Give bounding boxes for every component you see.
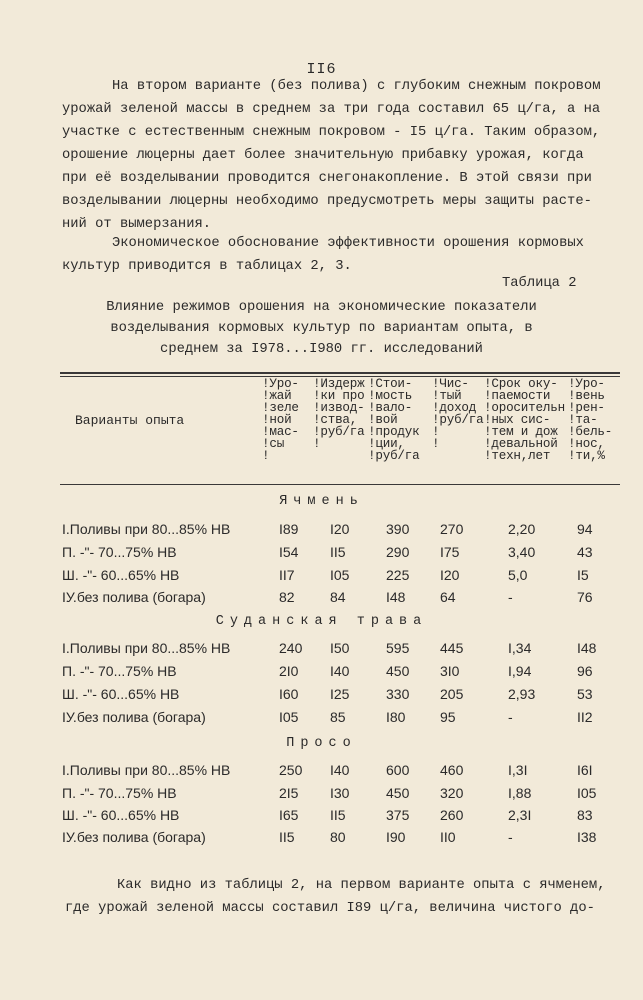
cell-variant: П. -"- 70...75% НВ xyxy=(62,785,177,801)
cell-cost: I25 xyxy=(330,686,350,702)
text-line: где урожай зеленой массы составил I89 ц/га, величина чистого до- xyxy=(65,901,595,916)
text-line: возделывании люцерны необходимо предусмотреть меры защиты расте- xyxy=(62,194,592,209)
section-title-barley: Ячмень xyxy=(279,494,364,509)
cell-profit: I6I xyxy=(577,762,593,778)
table-row xyxy=(0,567,643,585)
cell-net: 445 xyxy=(440,640,464,656)
cell-profit: I48 xyxy=(577,640,597,656)
cell-net: 270 xyxy=(440,521,464,537)
cell-yield: I05 xyxy=(279,709,299,725)
table-number: Таблица 2 xyxy=(502,276,577,291)
cell-variant: I.Поливы при 80...85% НВ xyxy=(62,640,231,656)
table-row xyxy=(0,762,643,780)
cell-gross: 390 xyxy=(386,521,410,537)
cell-payback: 2,93 xyxy=(508,686,536,702)
cell-net: II0 xyxy=(440,829,456,845)
cell-gross: 450 xyxy=(386,663,410,679)
cell-net: 260 xyxy=(440,807,464,823)
header-net: !Чис- !тый !доход !руб/га ! ! xyxy=(432,377,484,451)
cell-net: 64 xyxy=(440,589,456,605)
table-row xyxy=(0,663,643,681)
cell-gross: 290 xyxy=(386,544,410,560)
cell-net: 3I0 xyxy=(440,663,460,679)
cell-yield: 2I0 xyxy=(279,663,299,679)
cell-payback: - xyxy=(508,709,513,725)
table-row xyxy=(0,709,643,727)
cell-profit: I38 xyxy=(577,829,597,845)
page-number: II6 xyxy=(306,61,337,78)
table-row xyxy=(0,807,643,825)
cell-gross: 225 xyxy=(386,567,410,583)
header-cost: !Издерж !ки про !извод- !ства, !руб/га ! xyxy=(313,377,365,451)
cell-profit: II2 xyxy=(577,709,593,725)
cell-yield: 250 xyxy=(279,762,303,778)
cell-payback: 2,20 xyxy=(508,521,536,537)
text-line: участке с естественным снежным покровом - I5 ц/га. Таким образом, xyxy=(62,125,601,140)
cell-yield: I89 xyxy=(279,521,299,537)
cell-net: 205 xyxy=(440,686,464,702)
cell-variant: П. -"- 70...75% НВ xyxy=(62,544,177,560)
cell-cost: II5 xyxy=(330,544,346,560)
cell-variant: Ш. -"- 60...65% НВ xyxy=(62,686,180,702)
cell-payback: - xyxy=(508,829,513,845)
cell-gross: 595 xyxy=(386,640,410,656)
table-caption-line: Влияние режимов орошения на экономические показатели xyxy=(106,300,537,315)
cell-net: 460 xyxy=(440,762,464,778)
cell-yield: 240 xyxy=(279,640,303,656)
text-line: Как видно из таблицы 2, на первом варианте опыта с ячменем, xyxy=(117,878,606,893)
header-profit: !Уро- !вень !рен- !та- !бель- !нос, !ти,% xyxy=(568,377,613,463)
table-top-rule xyxy=(60,372,620,374)
text-line: На втором варианте (без полива) с глубоким снежным покровом xyxy=(112,79,601,94)
table-row xyxy=(0,829,643,847)
text-line: урожай зеленой массы в среднем за три года составил 65 ц/га, а на xyxy=(62,102,601,117)
cell-yield: I54 xyxy=(279,544,299,560)
cell-payback: - xyxy=(508,589,513,605)
text-line: при её возделывании проводится снегонакопление. В этой связи при xyxy=(62,171,592,186)
cell-cost: I20 xyxy=(330,521,350,537)
cell-variant: IУ.без полива (богара) xyxy=(62,709,206,725)
header-gross: !Стои- !мость !вало- !вой !продук !ции, !руб/га xyxy=(368,377,420,463)
header-variants: Варианты опыта xyxy=(75,413,185,428)
table-row xyxy=(0,640,643,658)
header-yield: !Уро- !жай !зеле !ной !мас- !сы ! xyxy=(262,377,299,463)
cell-cost: 84 xyxy=(330,589,346,605)
cell-gross: 600 xyxy=(386,762,410,778)
cell-yield: II5 xyxy=(279,829,295,845)
cell-profit: 83 xyxy=(577,807,593,823)
cell-cost: 85 xyxy=(330,709,346,725)
cell-gross: I80 xyxy=(386,709,406,725)
cell-yield: I60 xyxy=(279,686,299,702)
cell-payback: I,34 xyxy=(508,640,532,656)
cell-net: 320 xyxy=(440,785,464,801)
cell-profit: 96 xyxy=(577,663,593,679)
section-title-millet: Просо xyxy=(286,736,357,751)
cell-gross: 330 xyxy=(386,686,410,702)
cell-net: I20 xyxy=(440,567,460,583)
cell-yield: I65 xyxy=(279,807,299,823)
table-row xyxy=(0,544,643,562)
cell-gross: 375 xyxy=(386,807,410,823)
table-row xyxy=(0,589,643,607)
text-line: культур приводится в таблицах 2, 3. xyxy=(62,259,352,274)
cell-profit: I05 xyxy=(577,785,597,801)
cell-payback: I,88 xyxy=(508,785,532,801)
cell-profit: I5 xyxy=(577,567,589,583)
cell-cost: I50 xyxy=(330,640,350,656)
cell-variant: Ш. -"- 60...65% НВ xyxy=(62,807,180,823)
cell-variant: IУ.без полива (богара) xyxy=(62,589,206,605)
cell-payback: 5,0 xyxy=(508,567,528,583)
table-header-rule xyxy=(60,484,620,485)
cell-variant: IУ.без полива (богара) xyxy=(62,829,206,845)
cell-variant: Ш. -"- 60...65% НВ xyxy=(62,567,180,583)
table-row xyxy=(0,785,643,803)
table-row xyxy=(0,521,643,539)
cell-net: 95 xyxy=(440,709,456,725)
cell-cost: 80 xyxy=(330,829,346,845)
cell-payback: I,94 xyxy=(508,663,532,679)
cell-cost: I30 xyxy=(330,785,350,801)
header-payback: !Срок оку- !паемости !оросительн !ных сис- !тем и дож !девальной !техн,лет xyxy=(484,377,565,463)
cell-yield: 82 xyxy=(279,589,295,605)
cell-gross: 450 xyxy=(386,785,410,801)
cell-payback: 3,40 xyxy=(508,544,536,560)
cell-gross: I48 xyxy=(386,589,406,605)
cell-payback: 2,3I xyxy=(508,807,532,823)
cell-cost: I05 xyxy=(330,567,350,583)
cell-profit: 76 xyxy=(577,589,593,605)
section-title-sudan-grass: Суданская трава xyxy=(215,614,428,629)
cell-net: I75 xyxy=(440,544,460,560)
table-caption-line: среднем за I978...I980 гг. исследований xyxy=(160,342,483,357)
cell-cost: I40 xyxy=(330,762,350,778)
cell-profit: 43 xyxy=(577,544,593,560)
text-line: ний от вымерзания. xyxy=(62,217,212,232)
cell-variant: П. -"- 70...75% НВ xyxy=(62,663,177,679)
cell-variant: I.Поливы при 80...85% НВ xyxy=(62,521,231,537)
cell-profit: 94 xyxy=(577,521,593,537)
cell-profit: 53 xyxy=(577,686,593,702)
cell-payback: I,3I xyxy=(508,762,528,778)
text-line: орошение люцерны дает более значительную прибавку урожая, когда xyxy=(62,148,584,163)
cell-cost: II5 xyxy=(330,807,346,823)
cell-yield: 2I5 xyxy=(279,785,299,801)
cell-gross: I90 xyxy=(386,829,406,845)
table-row xyxy=(0,686,643,704)
cell-variant: I.Поливы при 80...85% НВ xyxy=(62,762,231,778)
text-line: Экономическое обоснование эффективности орошения кормовых xyxy=(112,236,584,251)
cell-yield: II7 xyxy=(279,567,295,583)
cell-cost: I40 xyxy=(330,663,350,679)
table-caption-line: возделывания кормовых культур по вариантам опыта, в xyxy=(110,321,533,336)
